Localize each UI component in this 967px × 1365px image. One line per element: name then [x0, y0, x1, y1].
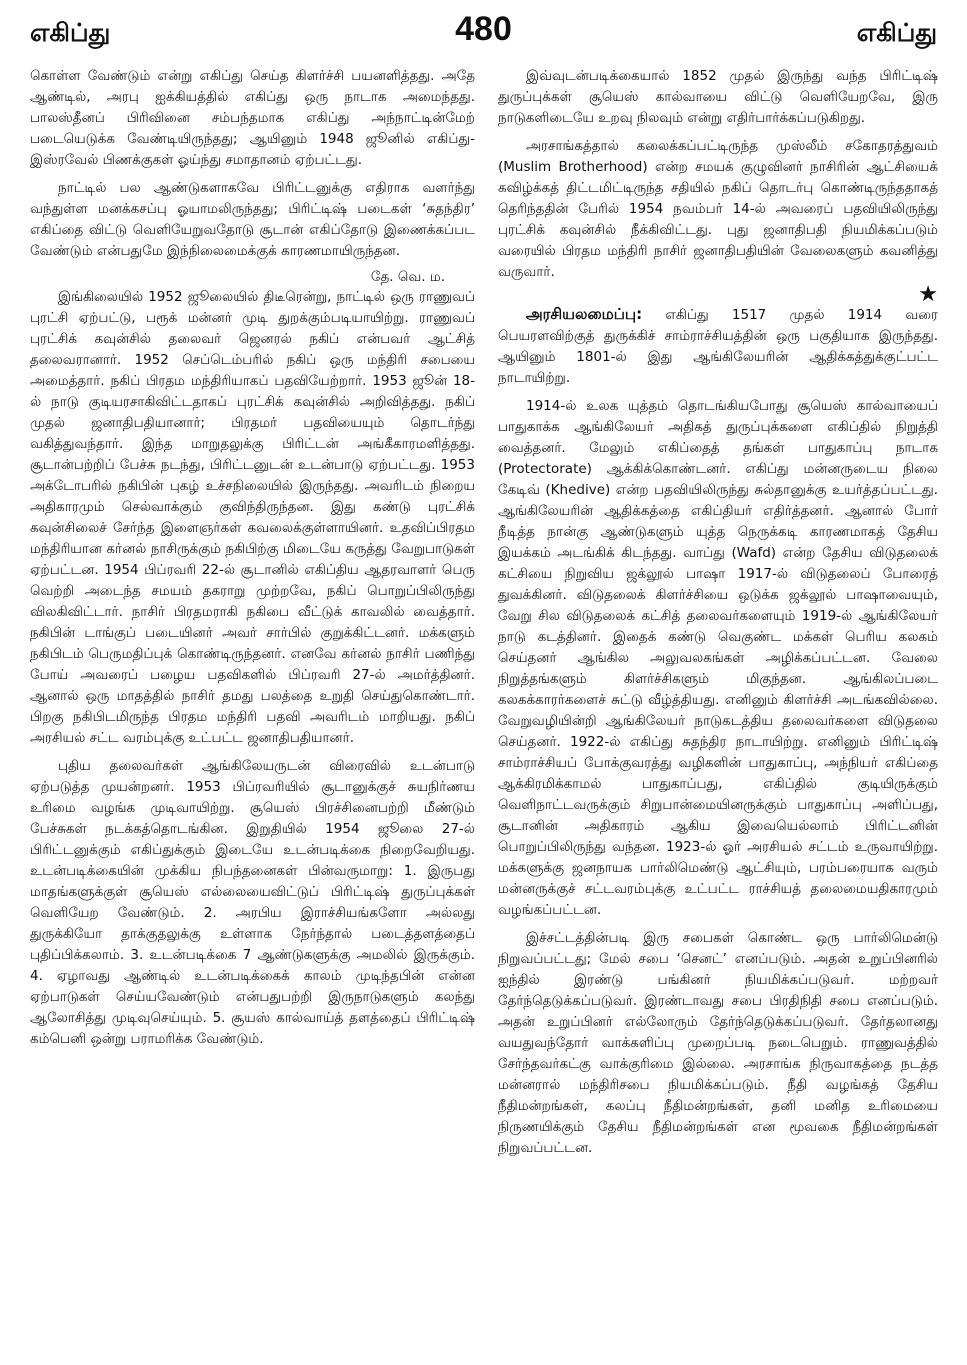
right-column: [498, 66, 938, 1166]
left-column: [30, 66, 475, 1057]
page-header: [30, 8, 937, 58]
section-heading: அரசியலமைப்பு:: [526, 305, 643, 323]
paragraph-text: எகிப்து 1517 முதல் 1914 வரை பெயரளவிற்குத் துருக்கிச் சாம்ராச்சியத்தின் ஒரு பகுதியாக இருந்தது. ஆயினும் 1801-ல் இது ஆங்கிலேயரின் ஆதிக்கத்துக்குட்பட்ட நாடாயிற்று.: [498, 307, 938, 386]
paragraph: நாட்டில் பல ஆண்டுகளாகவே பிரிட்டனுக்கு எதிராக வளர்ந்து வந்துள்ள மனக்கசப்பு ஓயாமலிருந்தது; பிரிட்டிஷ் படைகள் ‘சுதந்திர’ எகிப்தை விட்டு வெளியேறுவதோடு சூடான் எகிப்தோடு இணைக்கப்பட வேண்டும் என்பதுமே இந்நிலைமைக்குக் காரணமாயிருந்தன.: [30, 180, 475, 259]
running-head-left: எகிப்து: [30, 18, 111, 47]
page-number: 480: [455, 10, 512, 48]
paragraph: அரசாங்கத்தால் கலைக்கப்பட்டிருந்த முஸ்லீம் சகோதரத்துவம் (Muslim Brotherhood) என்ற சமயக் குழுவினர் நாசிரின் ஆட்சியைக் கவிழ்க்கத் திட்டமிட்டிருந்த சதியில் நகிப் தொடர்பு கொண்டிருந்ததாகத் தெரிந்ததின் பேரில் 1954 நவம்பர் 14-ல் அவரைப் பதவியிலிருந்து புரட்சிக் கவுன்சில் நீக்கிவிட்டது. புது ஜனாதிபதி நியமிக்கப்படும் வரையில் பிரதம மந்திரி நாசிர் ஜனாதிபதியின் வேலைகளும் கவனித்து வருவார்.: [498, 138, 938, 280]
running-head-right: எகிப்து: [856, 18, 937, 47]
author-initials: தே. வெ. ம.: [370, 269, 445, 285]
paragraph: இவ்வுடன்படிக்கையால் 1852 முதல் இருந்து வந்த பிரிட்டிஷ் துருப்புக்கள் சூயெஸ் கால்வாயை விட்டு வெளியேறவே, இரு நாடுகளிடையே உறவு நிலவும் என்று எதிர்பார்க்கப்படுகிறது.: [498, 68, 938, 126]
paragraph: புதிய தலைவர்கள் ஆங்கிலேயருடன் விரைவில் உடன்பாடு ஏற்படுத்த முயன்றனர். 1953 பிப்ரவரியில் சூடானுக்குச் சுயநிர்ணய உரிமை வழங்க முடிவாயிற்று. சூயெஸ் பிரச்சினைபற்றி மீண்டும் பேச்சுகள் நடக்கத்தொடங்கின. இறுதியில் 1954 ஜூலை 27-ல் பிரிட்டனுக்கும் எகிப்துக்கும் இடையே உடன்படிக்கை நிறைவேறியது. உடன்படிக்கையின் முக்கிய நிபந்தனைகள் பின்வருமாறு: 1. இருபது மாதங்களுக்குள் சூயெஸ் எல்லையைவிட்டுப் பிரிட்டிஷ் துருப்புக்கள் வெளியேற வேண்டும். 2. அரபிய இராச்சியங்களோ அல்லது துருக்கியோ தாக்குதலுக்கு உள்ளாக நேர்ந்தால் படைத்தளத்தைப் புதிப்பிக்கலாம். 3. உடன்படிக்கை 7 ஆண்டுகளுக்கு அமலில் இருக்கும். 4. ஏழாவது ஆண்டில் உடன்படிக்கைக் காலம் முடிந்தபின் என்ன ஏற்பாடுகள் செய்யவேண்டும் என்பதுபற்றி இருநாடுகளும் கலந்து ஆலோசித்து முடிவுசெய்யும். 5. சூயஸ் கால்வாய்த் தளத்தைப் பிரிட்டிஷ் கம்பெனி ஒன்று பராமரிக்க வேண்டும்.: [30, 758, 475, 1047]
paragraph: 1914-ல் உலக யுத்தம் தொடங்கியபோது சூயெஸ் கால்வாயைப் பாதுகாக்க ஆங்கிலேயர் அதிகத் துருப்புக்களை எகிப்தில் நிறுத்தி வைத்தனர். மேலும் எகிப்தைத் தங்கள் பாதுகாப்பு நாடாக (Protectorate) ஆக்கிக்கொண்டனர். எகிப்து மன்னருடைய நிலை கேடிவ் (Khedive) என்ற பதவியிலிருந்து சுல்தானுக்கு உயர்த்தப்பட்டது. ஆங்கிலேயரின் ஆதிக்கத்தை எகிப்தியர் எதிர்த்தனர். ஆனால் போர் நீடித்த நான்கு ஆண்டுகளும் யுத்த நெருக்கடி காரணமாகத் தேசிய இயக்கம் அடங்கிக் கிடந்தது. வாப்து (Wafd) என்ற தேசிய விடுதலைக் கட்சியை நிறுவிய ஜக்லூல் பாஷா 1917-ல் விடுதலைப் போரைத் துவக்கினர். விடுதலைக் கிளர்ச்சியை ஒடுக்க ஜக்லூல் பாஷாவையும், வேறு சில விடுதலைக் கட்சித் தலைவர்களையும் 1919-ல் ஆங்கிலேயர் நாடு கடத்தினர். இதைக் கண்டு வெகுண்ட மக்கள் பெரிய கலகம் செய்தனர் ஆங்கில அலுவலகங்கள் அழிக்கப்பட்டன. வேலை நிறுத்தங்களும் கிளர்ச்சிகளும் மிகுந்தன. ஆங்கிலப்படை கலகக்காரர்களைச் சுட்டு வீழ்த்தியது. எனினும் கிளர்ச்சி அடங்கவில்லை. வேறுவழியின்றி ஆங்கிலேயர் நாடுகடத்திய தலைவர்களை விடுதலை செய்தனர். 1922-ல் எகிப்து சுதந்திர நாடாயிற்று. எனினும் பிரிட்டிஷ் சாம்ராச்சியப் போக்குவரத்து வழிகளின் பாதுகாப்பு, அந்நியர் எகிப்தை ஆக்கிரமிக்காமல் பாதுகாப்பது, எகிப்தில் குடியிருக்கும் வெளிநாட்டவருக்கும் சிறுபான்மையினருக்கும் பாதுகாப்பு அளிப்பது, சூடானின் அதிகாரம் ஆகிய இவையெல்லாம் பிரிட்டனின் பொறுப்பிலிருந்து வந்தன. 1923-ல் ஓர் அரசியல் சட்டம் உருவாயிற்று. மக்களுக்கு ஜனநாயக பார்லிமெண்டு ஆட்சியும், பரம்பரையாக வரும் மன்னருக்குச் சட்டவரம்புக்கு உட்பட்ட ராச்சியத் தலைமையதிகாரமும் வழங்கப்பட்டன.: [498, 398, 938, 918]
paragraph: இங்கிலையில் 1952 ஜூலையில் திடீரென்று, நாட்டில் ஒரு ராணுவப் புரட்சி ஏற்பட்டு, பரூக் மன்னர் முடி துறக்கும்படியாயிற்று. ராணுவப் புரட்சிக் கவுன்சில் தலைவர் ஜெனரல் நகிப் என்பவர் ஆட்சித் தலைவரானார். 1952 செப்டெம்பரில் நகிப் ஒரு மந்திரி சபையை அமைத்தார். நகிப் பிரதம மந்திரியாகப் பதவியேற்றார். 1953 ஜூன் 18-ல் நாடு குடியரசாகிவிட்டதாகப் புரட்சிக் கவுன்சில் அறிவித்தது. நகிப் முதல் ஜனாதிபதியானார்; பிரதமர் பதவியையும் தொடர்ந்து வகித்துவந்தார். இந்த மாறுதலுக்கு பிரிட்டன் அங்கீகாரமளித்தது. சூடான்பற்றிப் பேச்சு நடந்து, பிரிட்டனுடன் உடன்பாடு ஏற்பட்டது. 1953 அக்டோபரில் நகிபின் புகழ் உச்சநிலையில் இருந்தது. அவரிடம் நிறைய அதிகாரமும் செல்வாக்கும் குவிந்திருந்தன. இது கண்டு புரட்சிக் கவுன்சிலைச் சேர்ந்த இளைஞர்கள் கவலைக்குள்ளாயினர். உதவிப்பிரதம மந்திரியான கர்னல் நாசிருக்கும் நகிபிற்கு மிடையே கருத்து வேறுபாடுகள் ஏற்பட்டன. 1954 பிப்ரவரி 22-ல் சூடானில் எகிப்திய ஆதரவாளர் பெரு வெற்றி அடைந்த சமயம் தகராறு முற்றவே, நகிப் பொறுப்பிலிருந்து விலகிவிட்டார். நாசிர் பிரதமராகி நகிபை வீட்டுக் காவலில் வைத்தார். நகிபின் டாங்குப் படையினர் அவர் சார்பில் குறுக்கிட்டனர். மக்களும் நகிபிடம் பெருமதிப்புக் கொண்டிருந்தனர். எனவே கர்னல் நாசிர் பணிந்து போய் அவரைப் பழைய பதவிகளில் பிப்ரவரி 27-ல் அமர்த்தினர். ஆனால் ஒரு மாதத்தில் நாசிர் தமது பலத்தை உறுதி செய்துகொண்டார். பிறகு நகிபிடமிருந்த பிரதம மந்திரி பதவி அவரிடம் மாறியது. நகிப் அரசியல் சட்ட வரம்புக்கு உட்பட்ட ஜனாதிபதியானர்.: [30, 289, 475, 746]
star-icon: ★: [918, 282, 938, 307]
paragraph: [498, 304, 938, 389]
paragraph: இச்சட்டத்தின்படி இரு சபைகள் கொண்ட ஒரு பார்லிமென்டு நிறுவப்பட்டது; மேல் சபை ‘செனட்’ எனப்படும். அதன் உறுப்பினரில் ஐந்தில் இரண்டு பங்கினர் நியமிக்கப்படுவர். மற்றவர் தேர்ந்தெடுக்கப்படுவர். இரண்டாவது சபை பிரதிநிதி சபை எனப்படும். அதன் உறுப்பினர் எல்லோரும் தேர்ந்தெடுக்கப்படுவர். தேர்தலானது வயதுவந்தோர் வாக்களிப்பு முறைப்படி நடைபெறும். ராணுவத்தில் சேர்ந்தவர்கட்கு வாக்குரிமை இல்லை. அரசாங்க நிருவாகத்தை நடத்த மன்னரால் மந்திரிசபை நியமிக்கப்படும். நீதி வழங்கத் தேசிய நீதிமன்றங்கள், கலப்பு நீதிமன்றங்கள், தனி மனித உரிமையை நிருணயிக்கும் தேசிய நீதிமன்றங்கள் என மூவகை நீதிமன்றங்கள் நிறுவப்பட்டன.: [498, 930, 938, 1156]
paragraph: கொள்ள வேண்டும் என்று எகிப்து செய்த கிளர்ச்சி பயனளித்தது. அதே ஆண்டில், அரபு ஐக்கியத்தில் எகிப்து ஒரு நாடாக அமைந்தது. பாலஸ்தீனப் பிரிவினை சம்பந்தமாக எகிப்து அந்நாட்டின்மேற் படையெடுக்க வேண்டியிருந்தது; ஆயினும் 1948 ஜூனில் எகிப்து-இஸ்ரவேல் பிணக்குகள் ஓய்ந்து சமாதானம் ஏற்பட்டது.: [30, 68, 475, 168]
